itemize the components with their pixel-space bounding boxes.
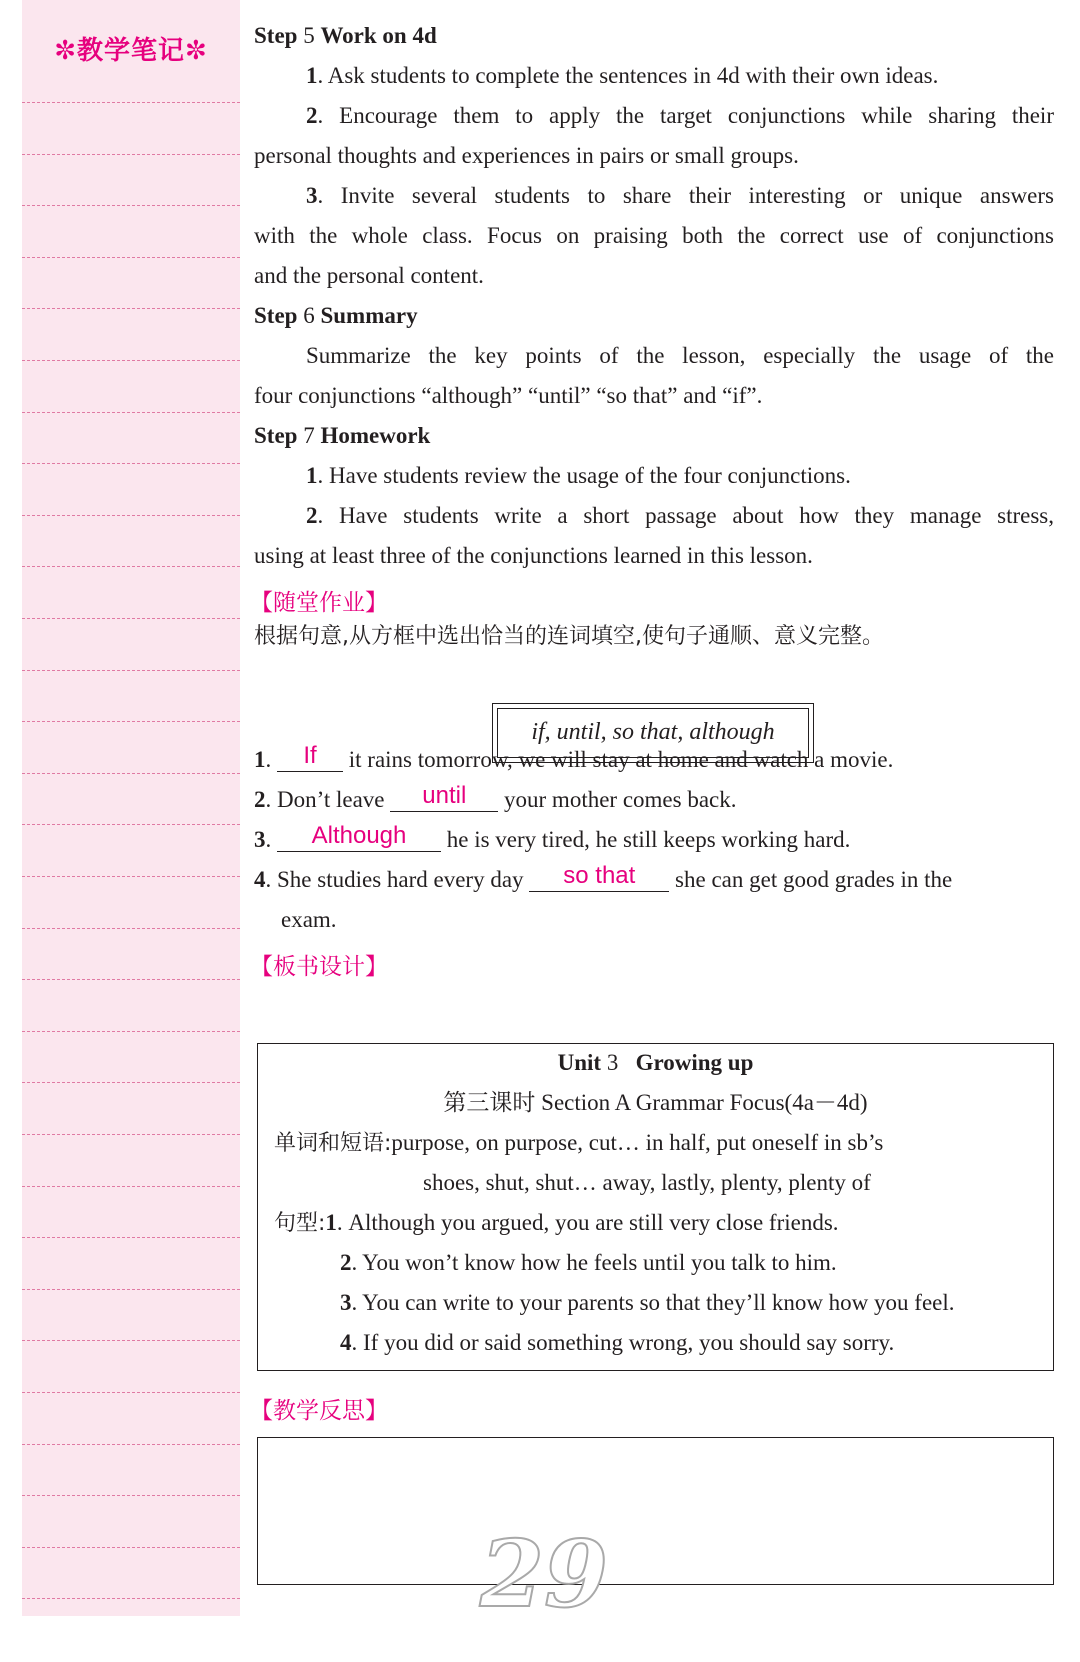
note-line bbox=[22, 1134, 240, 1135]
board-vocab-cont: shoes, shut, shut… away, lastly, plenty, plenty of bbox=[423, 1170, 871, 1195]
note-line bbox=[22, 102, 240, 103]
answer-blank-4[interactable] bbox=[529, 862, 669, 892]
note-line bbox=[22, 1495, 240, 1496]
board-pattern-4: 4. If you did or said something wrong, you should say sorry. bbox=[340, 1330, 895, 1355]
board-pattern-3: 3. You can write to your parents so that they’ll know how you feel. bbox=[340, 1290, 955, 1315]
note-line bbox=[22, 1547, 240, 1548]
answer-3: Although bbox=[311, 822, 407, 849]
note-line bbox=[22, 618, 240, 619]
reflection-heading: 【教学反思】 bbox=[250, 1398, 388, 1424]
step5-item-1: 1. Ask students to complete the sentences in 4d with their own ideas. bbox=[306, 63, 939, 88]
step5-item-3: 3. Invite several students to share their interesting or unique answers bbox=[306, 183, 1054, 208]
note-line bbox=[22, 1289, 240, 1290]
note-line bbox=[22, 928, 240, 929]
sidebar-title: ✼教学笔记✼ bbox=[54, 36, 208, 66]
note-line bbox=[22, 154, 240, 155]
note-line bbox=[22, 1392, 240, 1393]
answer-2: until bbox=[422, 782, 467, 809]
answer-4: so that bbox=[563, 862, 636, 889]
note-line bbox=[22, 257, 240, 258]
board-design-box bbox=[257, 1043, 1054, 1371]
exercise-4-cont: exam. bbox=[281, 907, 337, 932]
note-line bbox=[22, 1237, 240, 1238]
reflection-box[interactable] bbox=[257, 1437, 1054, 1585]
board-lesson: 第三课时 Section A Grammar Focus(4a－4d) bbox=[443, 1090, 868, 1115]
step7-item-2-cont: using at least three of the conjunctions learned in this lesson. bbox=[254, 543, 813, 568]
answer-blank-1[interactable] bbox=[277, 742, 343, 772]
step5-item-2: 2. Encourage them to apply the target conjunctions while sharing their bbox=[306, 103, 1054, 128]
answer-blank-2[interactable] bbox=[390, 782, 498, 812]
board-heading: 【板书设计】 bbox=[250, 954, 388, 980]
step7-item-1: 1. Have students review the usage of the four conjunctions. bbox=[306, 463, 851, 488]
step5-item-2-cont: personal thoughts and experiences in pairs or small groups. bbox=[254, 143, 799, 168]
note-line bbox=[22, 1598, 240, 1599]
step6-text: Summarize the key points of the lesson, especially the usage of the bbox=[306, 343, 1054, 368]
notes-sidebar bbox=[22, 0, 240, 1616]
page-number: 29 bbox=[480, 1520, 609, 1628]
note-line bbox=[22, 412, 240, 413]
note-line bbox=[22, 773, 240, 774]
note-line bbox=[22, 1186, 240, 1187]
word-box: if, until, so that, although bbox=[492, 703, 814, 763]
exercise-2: 2. Don’t leave until your mother comes back. bbox=[254, 782, 737, 812]
step5-item-3-cont: with the whole class. Focus on praising both the correct use of conjunctions bbox=[254, 223, 1054, 248]
exercise-3: 3. Although he is very tired, he still keeps working hard. bbox=[254, 822, 851, 852]
step5-title: Step 5 Work on 4d bbox=[254, 23, 437, 48]
step7-item-2: 2. Have students write a short passage about how they manage stress, bbox=[306, 503, 1054, 528]
note-line bbox=[22, 308, 240, 309]
note-line bbox=[22, 876, 240, 877]
step6-title: Step 6 Summary bbox=[254, 303, 418, 328]
note-line bbox=[22, 824, 240, 825]
step6-text-cont: four conjunctions “although” “until” “so that” and “if”. bbox=[254, 383, 763, 408]
note-line bbox=[22, 463, 240, 464]
board-unit-title: Unit 3 Growing up bbox=[557, 1050, 754, 1075]
exercise-1: 1. If it rains tomorrow, we will stay at home and watch a movie. bbox=[254, 742, 894, 772]
homework-instruction: 根据句意,从方框中选出恰当的连词填空,使句子通顺、意义完整。 bbox=[254, 624, 884, 649]
note-line bbox=[22, 566, 240, 567]
step5-item-3-end: and the personal content. bbox=[254, 263, 484, 288]
exercise-4: 4. She studies hard every day so that she can get good grades in the bbox=[254, 862, 953, 892]
answer-blank-3[interactable] bbox=[277, 822, 441, 852]
note-line bbox=[22, 979, 240, 980]
note-line bbox=[22, 1340, 240, 1341]
board-pattern-2: 2. You won’t know how he feels until you talk to him. bbox=[340, 1250, 837, 1275]
note-line bbox=[22, 1082, 240, 1083]
note-line bbox=[22, 515, 240, 516]
step7-title: Step 7 Homework bbox=[254, 423, 431, 448]
note-line bbox=[22, 1444, 240, 1445]
note-line bbox=[22, 670, 240, 671]
board-pattern-1: 句型:1. Although you argued, you are still very close friends. bbox=[274, 1210, 839, 1236]
note-line bbox=[22, 1031, 240, 1032]
note-line bbox=[22, 205, 240, 206]
homework-heading: 【随堂作业】 bbox=[250, 590, 388, 616]
answer-1: If bbox=[303, 742, 317, 769]
note-line bbox=[22, 721, 240, 722]
board-vocab: 单词和短语:purpose, on purpose, cut… in half, put oneself in sb’s bbox=[274, 1130, 884, 1156]
note-line bbox=[22, 360, 240, 361]
